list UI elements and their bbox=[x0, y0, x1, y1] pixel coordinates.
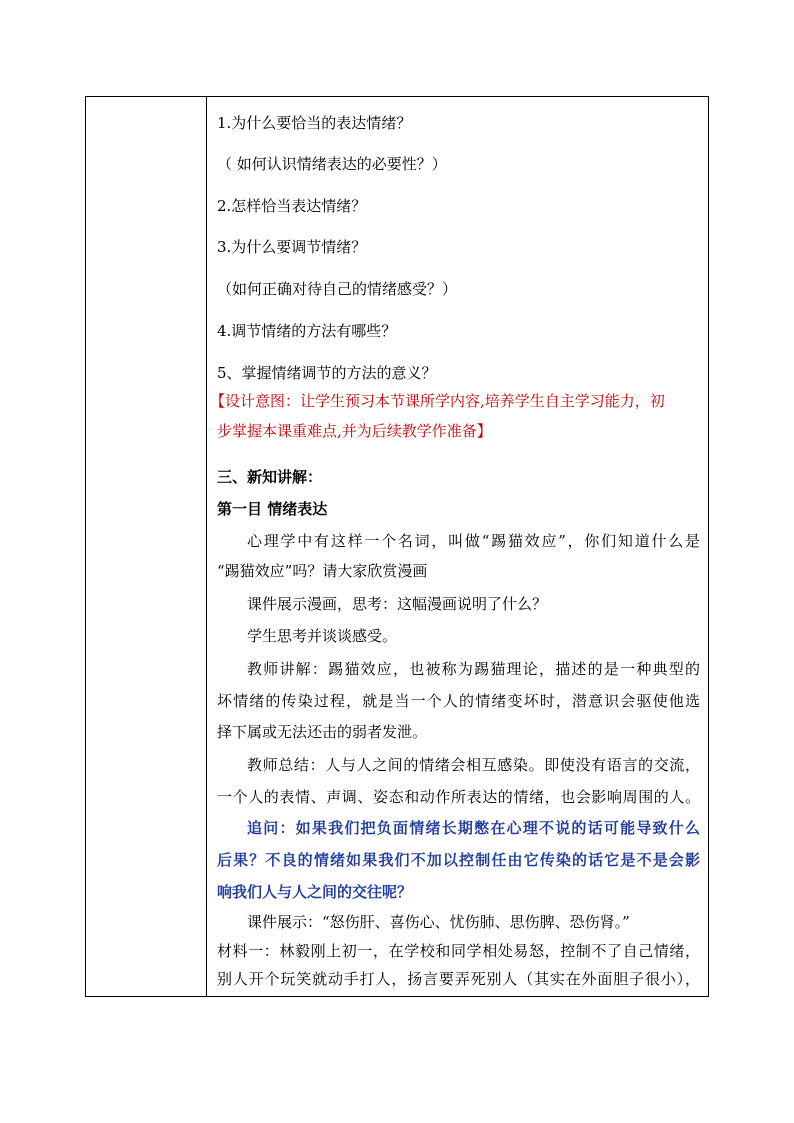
section-heading: 三、新知讲解： bbox=[217, 468, 323, 486]
paragraph-6: 课件展示：“怒伤肝、喜伤心、忧伤肺、思伤脾、恐伤肾。” bbox=[247, 913, 630, 931]
follow-up-question-line-3: 响我们人与人之间的交往呢？ bbox=[217, 883, 413, 901]
question-3: 3.为什么要调节情绪？ bbox=[217, 238, 367, 256]
paragraph-2: 课件展示漫画，思考：这幅漫画说明了什么？ bbox=[247, 595, 548, 613]
section-subheading: 第一目 情绪表达 bbox=[217, 500, 328, 518]
material-1-line-1: 材料一：林毅刚上初一，在学校和同学相处易怒，控制不了自己情绪， bbox=[217, 942, 700, 960]
follow-up-question-line-1: 追问：如果我们把负面情绪长期憋在心理不说的话可能导致什么 bbox=[247, 819, 700, 837]
design-intent-line-1: 【设计意图：让学生预习本节课所学内容,培养学生自主学习能力，初 bbox=[210, 392, 665, 410]
paragraph-5-line-2: 一个人的表情、声调、姿态和动作所表达的情绪，也会影响周围的人。 bbox=[217, 788, 700, 806]
paragraph-1-line-1: 心理学中有这样一个名词，叫做“踢猫效应”，你们知道什么是 bbox=[247, 532, 700, 550]
question-5: 5、掌握情绪调节的方法的意义？ bbox=[217, 364, 437, 382]
follow-up-question-line-2: 后果？不良的情绪如果我们不加以控制任由它传染的话它是不是会影 bbox=[217, 851, 700, 869]
paragraph-4-line-3: 择下属或无法还击的弱者发泄。 bbox=[217, 723, 428, 741]
question-4: 4.调节情绪的方法有哪些？ bbox=[217, 322, 397, 340]
paragraph-5-line-1: 教师总结：人与人之间的情绪会相互感染。即使没有语言的交流， bbox=[247, 756, 700, 774]
question-2: 2.怎样恰当表达情绪？ bbox=[217, 197, 367, 215]
left-column-cell bbox=[86, 97, 207, 996]
paragraph-4-line-2: 坏情绪的传染过程，就是当一个人的情绪变坏时，潜意识会驱使他选 bbox=[217, 692, 700, 710]
material-1-line-2: 别人开个玩笑就动手打人，扬言要弄死别人（其实在外面胆子很小）， bbox=[217, 970, 700, 988]
lesson-table bbox=[85, 96, 709, 997]
design-intent-line-2: 步掌握本课重难点,并为后续教学作准备】 bbox=[217, 422, 492, 440]
paragraph-3: 学生思考并谈谈感受。 bbox=[247, 627, 398, 645]
content-cell bbox=[207, 97, 708, 996]
paragraph-1-line-2: “踢猫效应”吗？请大家欣赏漫画 bbox=[217, 562, 428, 580]
question-1: 1.为什么要恰当的表达情绪？ bbox=[217, 114, 412, 132]
paragraph-4-line-1: 教师讲解：踢猫效应，也被称为踢猫理论，描述的是一种典型的 bbox=[247, 660, 700, 678]
question-3-note: （如何正确对待自己的情绪感受？） bbox=[217, 280, 458, 298]
question-1-note: （ 如何认识情绪表达的必要性？） bbox=[217, 155, 447, 173]
